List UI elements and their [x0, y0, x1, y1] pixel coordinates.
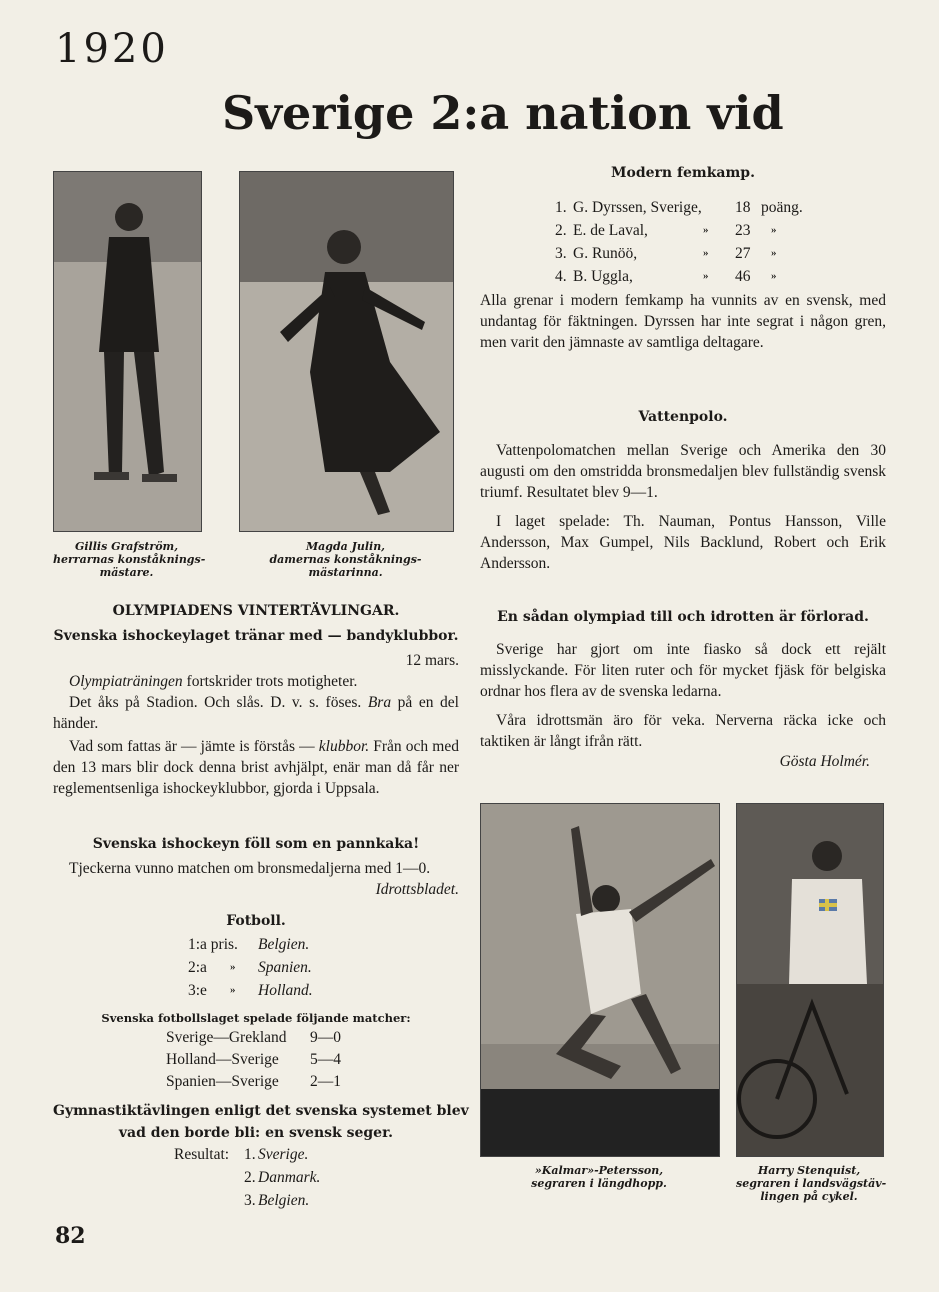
forlorad-paragraph-1: Sverige har gjort om inte fiasko så dock ett rejält misslyckande. För liten ruter och för mycket fjäsk för belgiska ordnar hos flera av de svenska ledarna.	[480, 641, 886, 700]
vattenpolo-paragraph-2: I laget spelade: Th. Nauman, Pontus Hansson, Ville Andersson, Max Gumpel, Nils Backlund, Robert och Erik Andersson.	[480, 513, 886, 572]
ditto-mark: »	[230, 961, 236, 973]
ditto-mark: »	[703, 224, 709, 236]
rank: 2.	[555, 222, 567, 239]
photo-stenquist	[736, 803, 884, 1157]
rank: 3.	[244, 1192, 256, 1209]
skater-figure-image	[240, 172, 453, 531]
caption-line: Gillis Grafström,	[74, 540, 179, 553]
matches-list	[166, 1027, 341, 1093]
gym-result-row	[174, 1189, 320, 1212]
rank: 4.	[555, 268, 567, 285]
femkamp-row	[555, 219, 803, 242]
country: Danmark.	[258, 1169, 321, 1186]
author-signature: Gösta Holmér.	[779, 753, 870, 770]
text: på en del händer.	[53, 694, 459, 732]
hockey-paragraph-3	[53, 736, 459, 799]
vattenpolo-paragraph-1: Vattenpolomatchen mellan Sverige och Amerika den 30 augusti om den omstridda bronsmedaljen blev fullständig svensk triumf. Resultatet blev 9—1.	[480, 442, 886, 501]
place: 2:a	[188, 959, 207, 976]
forlorad-title: En sådan olympiad till och idrotten är förlorad.	[497, 609, 869, 625]
points: 46	[735, 268, 751, 285]
gym-title-1: Gymnastiktävlingen enligt det svenska systemet blev	[53, 1103, 469, 1119]
ditto-mark: »	[703, 247, 709, 259]
emphasis: Olympiaträningen	[69, 673, 183, 690]
rank: 3.	[555, 245, 567, 262]
country: Holland.	[258, 982, 313, 999]
match-row	[166, 1027, 341, 1049]
caption-line: Harry Stenquist,	[757, 1164, 861, 1177]
unit: »	[771, 270, 777, 282]
gym-result-row	[174, 1166, 320, 1189]
unit: »	[771, 224, 777, 236]
text: fortskrider trots motigheter.	[182, 673, 358, 690]
skater-figure-image	[54, 172, 201, 531]
match-row	[166, 1049, 341, 1071]
fotboll-result-row	[188, 979, 313, 1002]
name: E. de Laval,	[573, 222, 648, 239]
unit: »	[771, 247, 777, 259]
caption-julin	[239, 540, 452, 579]
fotboll-result-row	[188, 933, 313, 956]
gym-result-row	[174, 1143, 320, 1166]
country: Belgien.	[258, 1192, 310, 1209]
femkamp-row	[555, 265, 803, 288]
year-heading: 1920	[55, 26, 169, 72]
teams: Spanien—Sverige	[166, 1073, 279, 1090]
photo-petersson	[480, 803, 720, 1157]
femkamp-table	[555, 196, 803, 288]
fotboll-result-row	[188, 956, 313, 979]
caption-stenquist	[736, 1164, 887, 1203]
points: 18	[735, 199, 751, 216]
page-number: 82	[55, 1223, 86, 1249]
gym-title-2: vad den borde bli: en svensk seger.	[118, 1125, 394, 1141]
caption-line: »Kalmar»-Petersson,	[534, 1164, 664, 1177]
headline: Sverige 2:a nation vid	[222, 86, 784, 140]
section-title-vintertavlingar: OLYMPIADENS VINTERTÄVLINGAR.	[112, 603, 400, 619]
caption-line: herrarnas konståknings-	[53, 553, 206, 566]
unit: poäng.	[761, 199, 803, 216]
femkamp-row	[555, 196, 803, 219]
femkamp-title: Modern femkamp.	[611, 165, 755, 181]
cyclist-image	[737, 804, 883, 1156]
teams: Holland—Sverige	[166, 1051, 279, 1068]
hockey-paragraph-2	[53, 692, 459, 734]
caption-line: Magda Julin,	[305, 540, 386, 553]
gym-label: Resultat:	[174, 1146, 230, 1163]
caption-line: segraren i landsvägstäv-	[736, 1177, 887, 1190]
match-row	[166, 1071, 341, 1093]
caption-petersson	[480, 1164, 718, 1190]
caption-line: segraren i längdhopp.	[531, 1177, 667, 1190]
caption-line: mästare.	[99, 566, 154, 579]
text: Från och med den 13 mars blir dock denna brist avhjälpt, enär man då får ner reglementsenliga ishockeyklubbor, gjorda i Uppsala.	[53, 738, 459, 797]
forlorad-paragraph-2: Våra idrottsmän äro för veka. Nerverna räcka icke och taktiken är långt ifrån rätt.	[480, 712, 886, 750]
matches-title: Svenska fotbollslaget spelade följande matcher:	[101, 1011, 411, 1025]
hockey-paragraph-1	[53, 671, 459, 692]
caption-line: mästarinna.	[308, 566, 383, 579]
caption-grafstrom	[53, 540, 206, 579]
points: 23	[735, 222, 751, 239]
fotboll-results	[188, 933, 313, 1002]
text: Vad som fattas är — jämte is förstås —	[69, 738, 319, 755]
femkamp-text: Alla grenar i modern femkamp ha vunnits av en svensk, med undantag för fäktningen. Dyrssen har inte segrat i någon gren, men varit den jämnaste av samtliga deltagare.	[480, 292, 886, 351]
name: G. Dyrssen, Sverige,	[573, 199, 702, 216]
place: 3:e	[188, 982, 207, 999]
score: 5—4	[310, 1051, 341, 1068]
emphasis: Bra	[367, 694, 392, 711]
score: 9—0	[310, 1029, 341, 1046]
photo-grafstrom	[53, 171, 202, 532]
rank: 1.	[244, 1146, 256, 1163]
femkamp-row	[555, 242, 803, 265]
caption-line: damernas konståknings-	[269, 553, 422, 566]
teams: Sverige—Grekland	[166, 1029, 287, 1046]
long-jumper-image	[481, 804, 719, 1156]
hockey-title: Svenska ishockeylaget tränar med — bandyklubbor.	[53, 628, 459, 644]
hockey-date: 12 mars.	[405, 652, 459, 669]
name: G. Runöö,	[573, 245, 638, 262]
place: 1:a pris.	[188, 936, 238, 953]
ditto-mark: »	[230, 984, 236, 996]
photo-julin	[239, 171, 454, 532]
ditto-mark	[703, 196, 735, 219]
pannkaka-text: Tjeckerna vunno matchen om bronsmedaljerna med 1—0.	[69, 860, 431, 877]
country: Spanien.	[258, 959, 312, 976]
rank: 2.	[244, 1169, 256, 1186]
country: Sverige.	[258, 1146, 309, 1163]
text: Det åks på Stadion. Och slås. D. v. s. föses.	[69, 694, 368, 711]
country: Belgien.	[258, 936, 310, 953]
name: B. Uggla,	[573, 268, 633, 285]
ditto-mark: »	[703, 270, 709, 282]
score: 2—1	[310, 1073, 341, 1090]
fotboll-title: Fotboll.	[226, 913, 286, 929]
rank: 1.	[555, 199, 567, 216]
pannkaka-title: Svenska ishockeyn föll som en pannkaka!	[92, 836, 420, 852]
caption-line: lingen på cykel.	[760, 1190, 858, 1203]
gym-results	[174, 1143, 320, 1212]
points: 27	[735, 245, 751, 262]
vattenpolo-title: Vattenpolo.	[638, 409, 728, 425]
emphasis: klubbor.	[318, 738, 370, 755]
pannkaka-source: Idrottsbladet.	[375, 881, 459, 898]
